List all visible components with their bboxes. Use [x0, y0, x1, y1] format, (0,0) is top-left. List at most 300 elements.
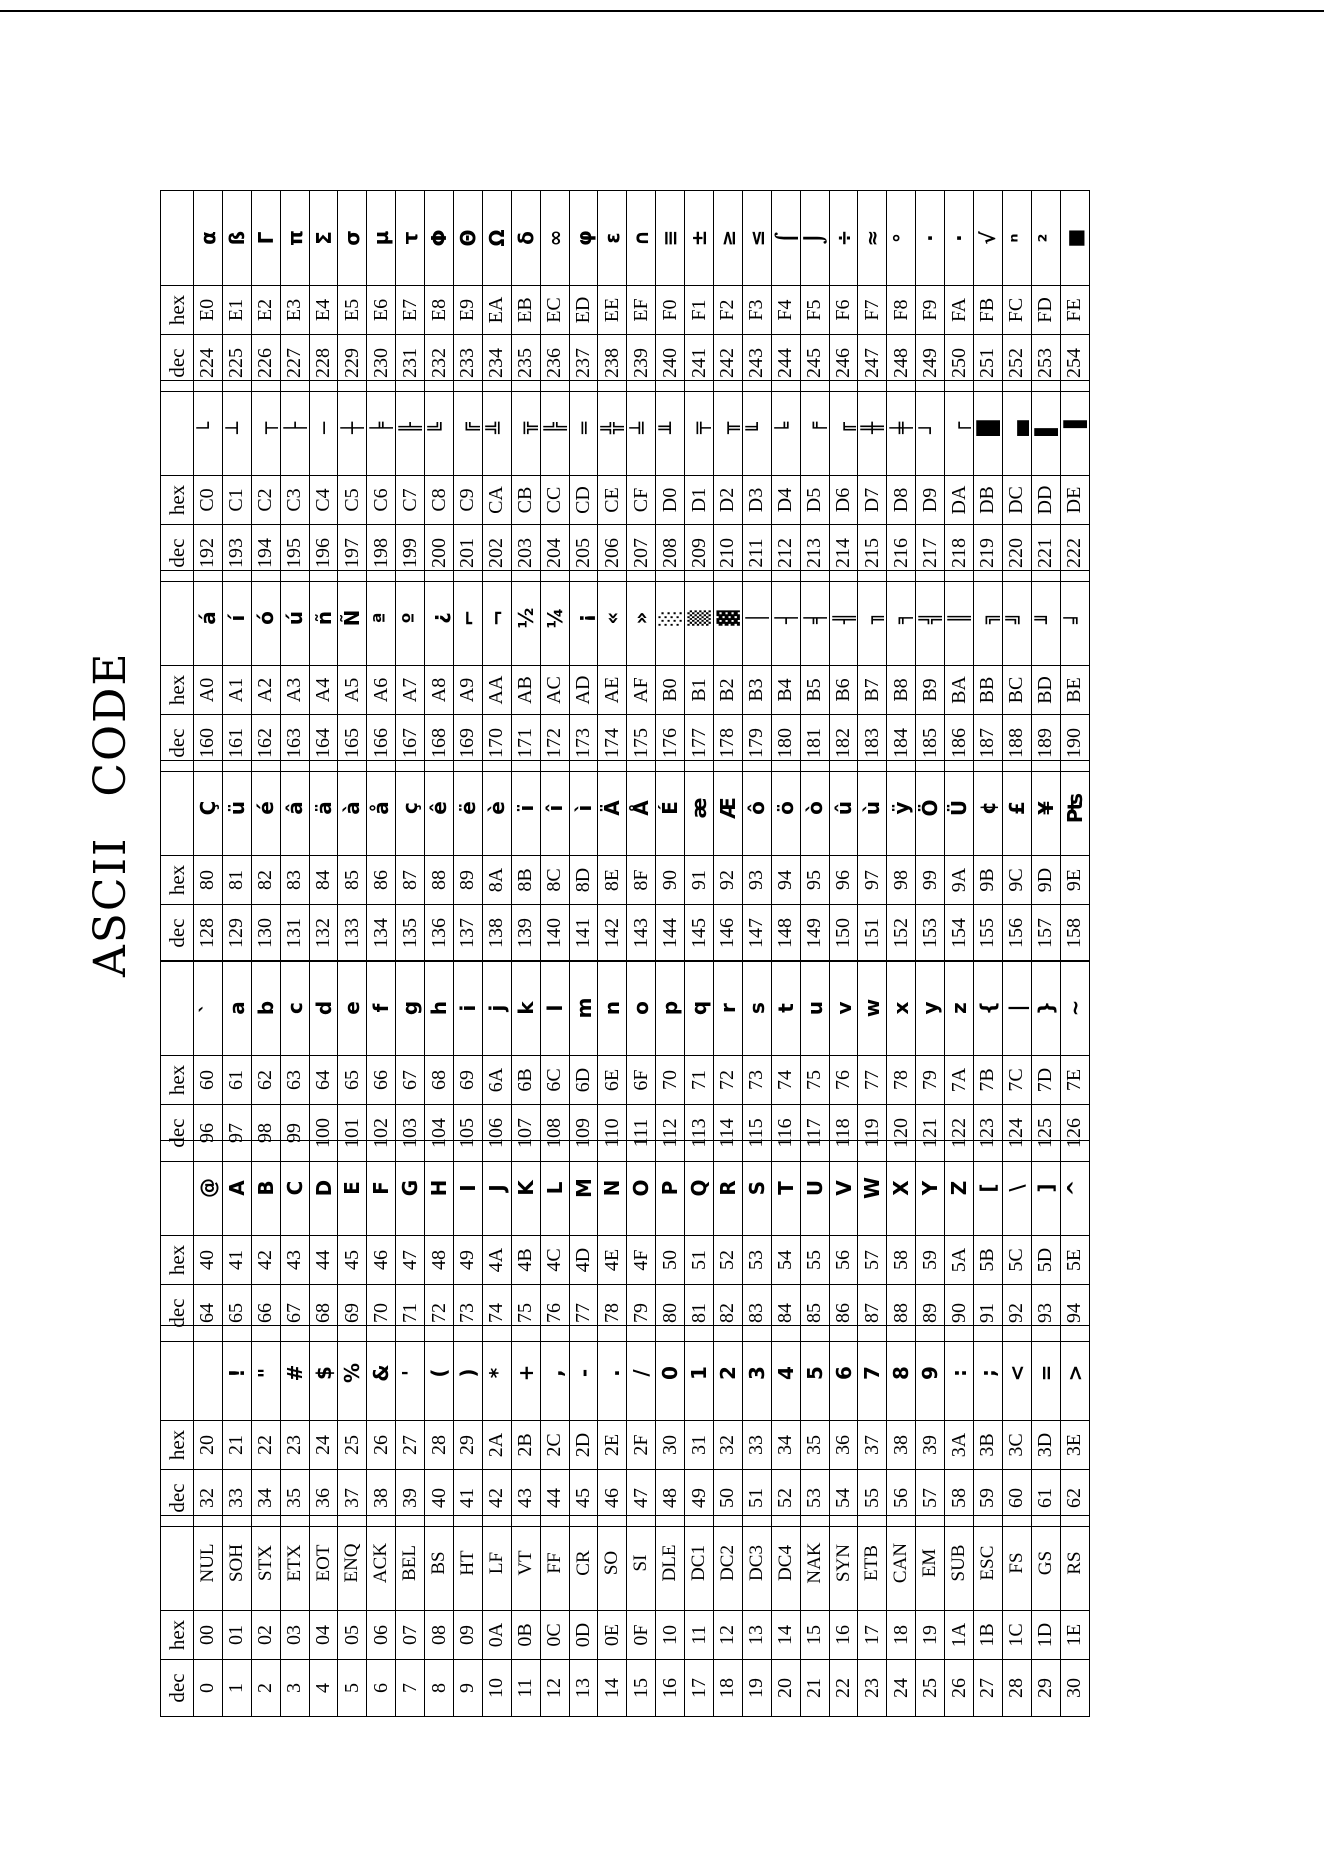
table-row — [338, 1516, 367, 1717]
table-row — [714, 381, 743, 582]
hex-cell: 5A — [945, 1236, 974, 1285]
dec-cell: 38 — [367, 1470, 396, 1527]
dec-cell: 69 — [338, 1285, 367, 1342]
hex-cell: 8C — [540, 856, 569, 905]
dec-cell: 89 — [916, 1285, 945, 1342]
table-extended-2 — [160, 570, 1090, 772]
hex-cell: AD — [569, 666, 598, 715]
table-row — [194, 381, 223, 582]
table-row — [367, 381, 396, 582]
hex-cell: BA — [945, 666, 974, 715]
table-row — [1031, 1326, 1060, 1527]
table-row — [974, 381, 1003, 582]
table-row — [194, 961, 223, 1162]
char-cell: t — [771, 961, 800, 1056]
char-cell: » — [627, 571, 656, 666]
dec-cell: 244 — [771, 335, 800, 392]
dec-cell: 190 — [1060, 715, 1089, 772]
hex-cell: 8F — [627, 856, 656, 905]
hex-cell: 38 — [887, 1421, 916, 1470]
dec-cell: 228 — [309, 335, 338, 392]
dec-cell: 176 — [656, 715, 685, 772]
char-cell: ╘ — [771, 381, 800, 476]
char-cell: x — [887, 961, 916, 1056]
hex-cell: 53 — [742, 1236, 771, 1285]
dec-cell: 152 — [887, 905, 916, 962]
dec-cell: 35 — [280, 1470, 309, 1527]
table-row — [945, 191, 974, 392]
table-row — [1060, 571, 1089, 772]
table-row — [598, 571, 627, 772]
table-row — [338, 381, 367, 582]
char-cell: " — [251, 1326, 280, 1421]
hex-cell: 49 — [454, 1236, 483, 1285]
dec-cell: 119 — [858, 1105, 887, 1162]
char-cell: RS — [1060, 1516, 1089, 1611]
char-cell: VT — [511, 1516, 540, 1611]
hex-cell: 3E — [1060, 1421, 1089, 1470]
hex-cell: 3C — [1002, 1421, 1031, 1470]
dec-cell: 218 — [945, 525, 974, 582]
dec-cell: 8 — [425, 1660, 454, 1717]
table-row — [396, 1326, 425, 1527]
table-row — [916, 1141, 945, 1342]
hex-cell: CE — [598, 476, 627, 525]
char-cell: c — [280, 961, 309, 1056]
hex-cell: 8B — [511, 856, 540, 905]
dec-cell: 114 — [714, 1105, 743, 1162]
char-cell: 5 — [800, 1326, 829, 1421]
table-row — [858, 1326, 887, 1527]
char-cell: SI — [627, 1516, 656, 1611]
table-row — [685, 381, 714, 582]
hex-cell: EE — [598, 286, 627, 335]
table-lowercase — [160, 960, 1090, 1162]
char-cell: ¼ — [540, 571, 569, 666]
char-cell: ! — [222, 1326, 251, 1421]
table-row — [1031, 381, 1060, 582]
char-cell: ╤ — [685, 381, 714, 476]
dec-cell: 186 — [945, 715, 974, 772]
table-row — [511, 191, 540, 392]
char-cell: Ω — [482, 191, 511, 286]
dec-cell: 173 — [569, 715, 598, 772]
dec-cell: 177 — [685, 715, 714, 772]
dec-cell: 46 — [598, 1470, 627, 1527]
table-row — [309, 1326, 338, 1527]
table-row — [1031, 191, 1060, 392]
table-row — [800, 381, 829, 582]
char-cell: ⌠ — [771, 191, 800, 286]
hex-cell: 76 — [829, 1056, 858, 1105]
dec-cell: 143 — [627, 905, 656, 962]
char-cell: ò — [800, 761, 829, 856]
hex-header: hex — [161, 476, 194, 525]
table-row — [396, 761, 425, 962]
dec-cell: 237 — [569, 335, 598, 392]
hex-cell: B0 — [656, 666, 685, 715]
hex-cell: A4 — [309, 666, 338, 715]
dec-cell: 144 — [656, 905, 685, 962]
table-row — [194, 571, 223, 772]
dec-cell: 174 — [598, 715, 627, 772]
table-row — [714, 1141, 743, 1342]
char-cell: ¥ — [1031, 761, 1060, 856]
char-cell: * — [482, 1326, 511, 1421]
dec-cell: 132 — [309, 905, 338, 962]
hex-cell: 77 — [858, 1056, 887, 1105]
char-cell: Γ — [251, 191, 280, 286]
hex-cell: E5 — [338, 286, 367, 335]
hex-cell: 37 — [858, 1421, 887, 1470]
table-row — [569, 381, 598, 582]
hex-cell: 1C — [1002, 1611, 1031, 1660]
dec-cell: 90 — [945, 1285, 974, 1342]
dec-cell: 104 — [425, 1105, 454, 1162]
dec-cell: 136 — [425, 905, 454, 962]
dec-cell: 101 — [338, 1105, 367, 1162]
char-cell: | — [1002, 961, 1031, 1056]
hex-cell: 6B — [511, 1056, 540, 1105]
table-row — [974, 1516, 1003, 1717]
dec-cell: 109 — [569, 1105, 598, 1162]
hex-cell: 86 — [367, 856, 396, 905]
hex-cell: 26 — [367, 1421, 396, 1470]
char-cell: Ö — [916, 761, 945, 856]
dec-cell: 157 — [1031, 905, 1060, 962]
page-title — [85, 652, 136, 978]
dec-cell: 116 — [771, 1105, 800, 1162]
dec-cell: 98 — [251, 1105, 280, 1162]
dec-cell: 121 — [916, 1105, 945, 1162]
table-row — [887, 961, 916, 1162]
dec-cell: 59 — [974, 1470, 1003, 1527]
table-row — [1002, 1326, 1031, 1527]
table-row — [945, 1516, 974, 1717]
hex-cell: B3 — [742, 666, 771, 715]
char-cell: ~ — [1060, 961, 1089, 1056]
hex-cell: 2A — [482, 1421, 511, 1470]
dec-cell: 9 — [454, 1660, 483, 1717]
hex-cell: 4D — [569, 1236, 598, 1285]
hex-cell: EB — [511, 286, 540, 335]
dec-cell: 3 — [280, 1660, 309, 1717]
dec-cell: 86 — [829, 1285, 858, 1342]
char-cell: BEL — [396, 1516, 425, 1611]
table-row — [887, 1141, 916, 1342]
dec-cell: 21 — [800, 1660, 829, 1717]
hex-cell: AC — [540, 666, 569, 715]
hex-cell: 2C — [540, 1421, 569, 1470]
hex-cell: 6A — [482, 1056, 511, 1105]
table-row — [858, 1516, 887, 1717]
hex-cell: 20 — [194, 1421, 223, 1470]
table-box-drawing — [160, 380, 1090, 582]
hex-cell: 74 — [771, 1056, 800, 1105]
table-row — [974, 1141, 1003, 1342]
dec-cell: 196 — [309, 525, 338, 582]
hex-cell: 5B — [974, 1236, 1003, 1285]
hex-cell: DD — [1031, 476, 1060, 525]
hex-cell: 6C — [540, 1056, 569, 1105]
hex-cell: 09 — [454, 1611, 483, 1660]
table-greek-math — [160, 190, 1090, 392]
char-cell: G — [396, 1141, 425, 1236]
table-row — [251, 961, 280, 1162]
char-cell: ├ — [280, 381, 309, 476]
dec-header: dec — [161, 335, 194, 392]
dec-cell: 146 — [714, 905, 743, 962]
hex-cell: 01 — [222, 1611, 251, 1660]
char-cell: Æ — [714, 761, 743, 856]
table-row — [598, 761, 627, 962]
table-row — [540, 761, 569, 962]
dec-cell: 180 — [771, 715, 800, 772]
hex-cell: 71 — [685, 1056, 714, 1105]
char-cell: F — [367, 1141, 396, 1236]
table-row — [742, 1326, 771, 1527]
dec-cell: 229 — [338, 335, 367, 392]
hex-cell: A0 — [194, 666, 223, 715]
char-cell: ^ — [1060, 1141, 1089, 1236]
dec-cell: 19 — [742, 1660, 771, 1717]
dec-cell: 242 — [714, 335, 743, 392]
char-cell: ░ — [656, 571, 685, 666]
table-row — [858, 381, 887, 582]
table-row — [829, 191, 858, 392]
dec-cell: 221 — [1031, 525, 1060, 582]
dec-cell: 7 — [396, 1660, 425, 1717]
hex-cell: 14 — [771, 1611, 800, 1660]
char-cell: ╕ — [887, 571, 916, 666]
char-cell: ù — [858, 761, 887, 856]
hex-cell: 9E — [1060, 856, 1089, 905]
dec-cell: 52 — [771, 1470, 800, 1527]
bottom-rule — [0, 10, 1324, 12]
hex-cell: 0D — [569, 1611, 598, 1660]
dec-cell: 88 — [887, 1285, 916, 1342]
table-row — [309, 1516, 338, 1717]
table-row — [194, 1326, 223, 1527]
hex-cell: 4E — [598, 1236, 627, 1285]
dec-cell: 41 — [454, 1470, 483, 1527]
hex-cell: 52 — [714, 1236, 743, 1285]
dec-cell: 214 — [829, 525, 858, 582]
dec-header: dec — [161, 1470, 194, 1527]
table-row — [309, 191, 338, 392]
char-cell: , — [540, 1326, 569, 1421]
table-row — [1002, 761, 1031, 962]
char-cell: h — [425, 961, 454, 1056]
dec-cell: 155 — [974, 905, 1003, 962]
dec-cell: 224 — [194, 335, 223, 392]
dec-cell: 160 — [194, 715, 223, 772]
table-row — [280, 571, 309, 772]
table-row — [598, 961, 627, 1162]
table-row — [858, 1141, 887, 1342]
dec-cell: 164 — [309, 715, 338, 772]
hex-cell: 0F — [627, 1611, 656, 1660]
dec-cell: 156 — [1002, 905, 1031, 962]
char-cell: w — [858, 961, 887, 1056]
char-cell: EOT — [309, 1516, 338, 1611]
table-row — [656, 761, 685, 962]
table-row — [482, 1141, 511, 1342]
table-row — [714, 571, 743, 772]
table-row — [1002, 1141, 1031, 1342]
char-cell: o — [627, 961, 656, 1056]
char-cell: ▐ — [1060, 381, 1089, 476]
dec-cell: 79 — [627, 1285, 656, 1342]
hex-cell: 46 — [367, 1236, 396, 1285]
dec-header: dec — [161, 1285, 194, 1342]
hex-cell: C0 — [194, 476, 223, 525]
table-header-row — [161, 1516, 194, 1717]
dec-cell: 247 — [858, 335, 887, 392]
hex-cell: AA — [482, 666, 511, 715]
hex-cell: EA — [482, 286, 511, 335]
hex-cell: 89 — [454, 856, 483, 905]
hex-cell: A7 — [396, 666, 425, 715]
hex-cell: E2 — [251, 286, 280, 335]
table-row — [222, 761, 251, 962]
dec-cell: 240 — [656, 335, 685, 392]
table-row — [598, 191, 627, 392]
table-row — [974, 1326, 1003, 1527]
dec-cell: 73 — [454, 1285, 483, 1342]
table-row — [945, 1141, 974, 1342]
table-row — [338, 761, 367, 962]
char-cell: Y — [916, 1141, 945, 1236]
table-row — [714, 1326, 743, 1527]
hex-cell: 0E — [598, 1611, 627, 1660]
hex-header: hex — [161, 286, 194, 335]
hex-cell: 13 — [742, 1611, 771, 1660]
hex-cell: 29 — [454, 1421, 483, 1470]
table-row — [742, 381, 771, 582]
table-row — [916, 1516, 945, 1717]
hex-cell: A9 — [454, 666, 483, 715]
char-cell: ] — [1031, 1141, 1060, 1236]
table-row — [771, 191, 800, 392]
hex-cell: CB — [511, 476, 540, 525]
table-row — [280, 381, 309, 582]
char-header — [161, 191, 194, 286]
hex-cell: D3 — [742, 476, 771, 525]
dec-cell: 189 — [1031, 715, 1060, 772]
char-cell: ╟ — [396, 381, 425, 476]
table-row — [1060, 381, 1089, 582]
hex-cell: 08 — [425, 1611, 454, 1660]
dec-cell: 76 — [540, 1285, 569, 1342]
dec-cell: 222 — [1060, 525, 1089, 582]
table-row — [858, 961, 887, 1162]
char-cell: ▓ — [714, 571, 743, 666]
char-cell: α — [194, 191, 223, 286]
table-header-row — [161, 571, 194, 772]
hex-cell: C7 — [396, 476, 425, 525]
char-cell: ₧ — [1060, 761, 1089, 856]
dec-cell: 178 — [714, 715, 743, 772]
char-cell: ╗ — [974, 571, 1003, 666]
dec-cell: 17 — [685, 1660, 714, 1717]
char-cell: g — [396, 961, 425, 1056]
table-row — [511, 571, 540, 772]
dec-cell: 165 — [338, 715, 367, 772]
hex-cell: DE — [1060, 476, 1089, 525]
char-cell: 0 — [656, 1326, 685, 1421]
dec-cell: 183 — [858, 715, 887, 772]
char-cell: R — [714, 1141, 743, 1236]
table-row — [1060, 1326, 1089, 1527]
table-row — [222, 191, 251, 392]
dec-cell: 96 — [194, 1105, 223, 1162]
dec-cell: 93 — [1031, 1285, 1060, 1342]
hex-cell: 3B — [974, 1421, 1003, 1470]
table-row — [656, 381, 685, 582]
dec-cell: 187 — [974, 715, 1003, 772]
table-row — [945, 381, 974, 582]
char-cell: à — [338, 761, 367, 856]
char-cell: ┼ — [338, 381, 367, 476]
char-cell: ⌡ — [800, 191, 829, 286]
hex-cell: 1D — [1031, 1611, 1060, 1660]
hex-cell: E9 — [454, 286, 483, 335]
char-cell: 2 — [714, 1326, 743, 1421]
char-cell: ≤ — [742, 191, 771, 286]
char-cell: U — [800, 1141, 829, 1236]
hex-cell: 7B — [974, 1056, 1003, 1105]
table-row — [251, 191, 280, 392]
table-row — [425, 571, 454, 772]
table-row — [974, 191, 1003, 392]
hex-cell: 81 — [222, 856, 251, 905]
table-row — [251, 571, 280, 772]
char-cell: ▌ — [1031, 381, 1060, 476]
hex-cell: 87 — [396, 856, 425, 905]
table-row — [511, 961, 540, 1162]
dec-cell: 161 — [222, 715, 251, 772]
table-row — [627, 571, 656, 772]
hex-cell: 66 — [367, 1056, 396, 1105]
dec-cell: 251 — [974, 335, 1003, 392]
char-cell: NAK — [800, 1516, 829, 1611]
char-cell: A — [222, 1141, 251, 1236]
dec-cell: 81 — [685, 1285, 714, 1342]
hex-cell: 44 — [309, 1236, 338, 1285]
dec-cell: 203 — [511, 525, 540, 582]
hex-cell: B6 — [829, 666, 858, 715]
table-row — [396, 961, 425, 1162]
dec-cell: 162 — [251, 715, 280, 772]
char-cell: & — [367, 1326, 396, 1421]
table-row — [222, 1516, 251, 1717]
table-row — [800, 571, 829, 772]
char-cell: GS — [1031, 1516, 1060, 1611]
hex-cell: B4 — [771, 666, 800, 715]
char-cell: ó — [251, 571, 280, 666]
char-cell: 3 — [742, 1326, 771, 1421]
table-row — [569, 761, 598, 962]
char-cell: ∙ — [916, 191, 945, 286]
hex-cell: 39 — [916, 1421, 945, 1470]
table-row — [222, 381, 251, 582]
hex-cell: 24 — [309, 1421, 338, 1470]
dec-cell: 198 — [367, 525, 396, 582]
char-cell: ì — [569, 761, 598, 856]
hex-cell: 16 — [829, 1611, 858, 1660]
dec-cell: 188 — [1002, 715, 1031, 772]
